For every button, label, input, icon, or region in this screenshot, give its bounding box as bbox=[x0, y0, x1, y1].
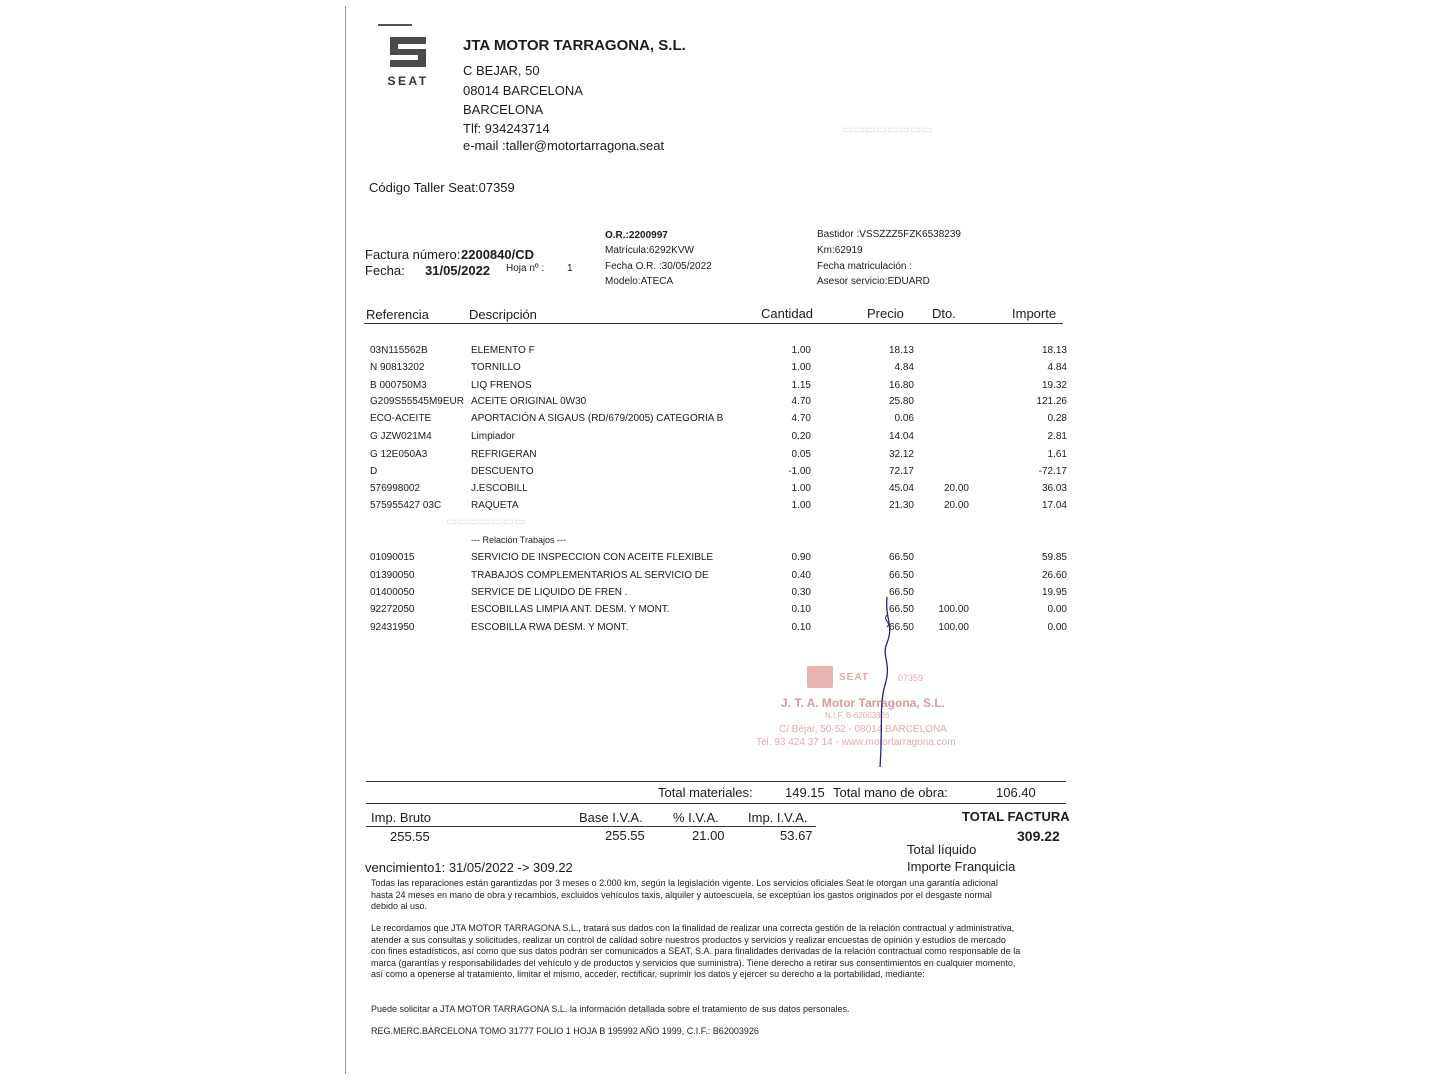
line-ref: 01400050 bbox=[370, 587, 415, 598]
vat-amount-value: 53.67 bbox=[780, 828, 813, 843]
totals-top-rule bbox=[366, 781, 1066, 782]
page-edge bbox=[345, 6, 346, 1074]
vat-amount-label: Imp. I.V.A. bbox=[748, 810, 808, 825]
line-desc: ELEMENTO F bbox=[471, 345, 535, 356]
line-price: 4.84 bbox=[894, 362, 914, 373]
line-qty: 1.15 bbox=[791, 380, 811, 391]
line-qty: 1.00 bbox=[791, 345, 811, 356]
workshop-code: Código Taller Seat:07359 bbox=[369, 180, 515, 195]
line-qty: 1.00 bbox=[791, 500, 811, 511]
line-qty: 0.10 bbox=[791, 604, 811, 615]
col-header-ref: Referencia bbox=[366, 307, 429, 322]
line-ref: 01390050 bbox=[370, 570, 415, 581]
total-materials-label: Total materiales: bbox=[658, 785, 753, 800]
line-ref: 576998002 bbox=[370, 483, 421, 494]
stamp-name: J. T. A. Motor Tarragona, S.L. bbox=[781, 696, 946, 710]
line-qty: 4.70 bbox=[791, 413, 811, 424]
warranty-text: Todas las reparaciones están garantizdas por 3 meses o 2.000 km, según la legislación vigente. Los servicios oficiales Seat le otorgan una garantía adicional hasta 24 meses en mano de obra y recambios, excluidos vehículos taxis, alquiler y autoescuela, se exceptúan los gastos originados por el desgaste normal debido al uso. bbox=[371, 878, 998, 911]
line-desc: SERVICE DE LIQUIDO DE FREN . bbox=[471, 587, 628, 598]
col-header-amount: Importe bbox=[1012, 306, 1057, 321]
or-number: O.R.:2200997 bbox=[605, 230, 668, 241]
line-desc: ESCOBILLA RWA DESM. Y MONT. bbox=[471, 622, 629, 633]
mileage: Km:62919 bbox=[817, 245, 863, 256]
line-ref: D bbox=[370, 466, 378, 477]
vat-pct-label: % I.V.A. bbox=[673, 810, 719, 825]
line-ref: G 12E050A3 bbox=[370, 449, 428, 460]
totals-mid-rule bbox=[366, 803, 1066, 804]
invoice-date: 31/05/2022 bbox=[425, 263, 491, 278]
line-desc: TRABAJOS COMPLEMENTARIOS AL SERVICIO DE bbox=[471, 570, 709, 581]
line-ref: 03N115562B bbox=[370, 345, 428, 356]
total-labour-value: 106.40 bbox=[996, 785, 1036, 800]
line-price: 18.13 bbox=[888, 345, 914, 356]
net-total-label: Total líquido bbox=[907, 842, 977, 857]
line-price: 14.04 bbox=[888, 431, 914, 442]
privacy-text: Le recordamos que JTA MOTOR TARRAGONA S.L., tratará sus dados con la finalidad de realizar una correcta gestión de la relación contractual y administrativa, atender a sus consultas y solicitudes, realizar un control de calidad sobre nuestros productos y servicios y realizar encuestas de opinión y estudios de mercado con fines estadísticos, así como que sus datos podrán ser comunicados a SEAT, S.A. para finalidades derivadas de la relación contractual como responsable de la marca (garantías y responsabilidades del vehículo y de productos y servicios que suministra). Tiene derecho a retirar sus consentimientos en cualquier momento, así como a openerse al tratamiento, limitar el mismo, acceder, rectificar, suprimir los datos y ejercer su derecho a la portabilidad, mediante: bbox=[371, 923, 1021, 979]
stamp-contact: Tel. 93 424 37 14 - www.motortarragona.com bbox=[756, 737, 956, 748]
col-header-dto: Dto. bbox=[932, 306, 956, 321]
line-price: 25.80 bbox=[888, 396, 914, 407]
service-advisor: Asesor servicio:EDUARD bbox=[817, 276, 930, 287]
line-amount: 0.28 bbox=[1047, 413, 1067, 424]
line-ref: N 90813202 bbox=[370, 362, 425, 373]
or-date: Fecha O.R. :30/05/2022 bbox=[605, 261, 712, 272]
col-header-price: Precio bbox=[867, 306, 904, 321]
line-price: 72.17 bbox=[888, 466, 914, 477]
line-price: 66.50 bbox=[888, 570, 914, 581]
line-dto: 20.00 bbox=[943, 483, 969, 494]
due-date: vencimiento1: 31/05/2022 -> 309.22 bbox=[365, 860, 573, 875]
line-ref: 575955427 03C bbox=[370, 500, 442, 511]
line-price: 45.04 bbox=[888, 483, 914, 494]
line-desc: Limpiador bbox=[471, 431, 515, 442]
line-qty: 0.20 bbox=[791, 431, 811, 442]
line-desc: REFRIGERAN bbox=[471, 449, 537, 460]
line-qty: 0.90 bbox=[791, 552, 811, 563]
total-invoice-value: 309.22 bbox=[1017, 828, 1060, 844]
gross-value: 255.55 bbox=[390, 829, 430, 844]
line-amount: 17.04 bbox=[1041, 500, 1067, 511]
line-amount: 19.32 bbox=[1041, 380, 1067, 391]
invoice-number-label: Factura número: bbox=[365, 247, 461, 262]
vat-base-value: 255.55 bbox=[605, 828, 645, 843]
address-street: C BEJAR, 50 bbox=[463, 63, 540, 78]
line-desc: SERVICIO DE INSPECCION CON ACEITE FLEXIBLE bbox=[471, 552, 714, 563]
line-amount: 0.00 bbox=[1047, 604, 1067, 615]
plate-number: Matrícula:6292KVW bbox=[605, 245, 694, 256]
header-rule bbox=[364, 323, 1063, 324]
logo-bar bbox=[378, 24, 412, 26]
line-desc: RAQUETA bbox=[471, 500, 519, 511]
address-postal: 08014 BARCELONA bbox=[463, 83, 583, 98]
logo-brand: SEAT bbox=[387, 74, 429, 88]
line-ref: ECO-ACEITE bbox=[370, 413, 432, 424]
email: e-mail :taller@motortarragona.seat bbox=[463, 138, 665, 153]
invoice-number: 2200840/CD bbox=[461, 247, 534, 262]
total-materials-value: 149.15 bbox=[785, 785, 825, 800]
line-amount: 19.95 bbox=[1041, 587, 1067, 598]
company-name: JTA MOTOR TARRAGONA, S.L. bbox=[463, 37, 686, 54]
total-labour-label: Total mano de obra: bbox=[833, 785, 948, 800]
line-ref: G209S55545M9EUR bbox=[370, 396, 464, 407]
line-amount: 0.00 bbox=[1047, 622, 1067, 633]
line-price: 66.50 bbox=[888, 587, 914, 598]
line-amount: 1.61 bbox=[1047, 449, 1067, 460]
line-desc: APORTACIÓN A SIGAUS (RD/679/2005) CATEGORIA B bbox=[471, 413, 724, 424]
vat-rule bbox=[366, 826, 816, 827]
line-price: 0.06 bbox=[894, 413, 914, 424]
line-desc: J.ESCOBILL bbox=[471, 483, 528, 494]
phone: Tlf: 934243714 bbox=[463, 121, 550, 136]
line-price: 66.50 bbox=[888, 604, 914, 615]
line-qty: 1.00 bbox=[791, 483, 811, 494]
line-qty: 1.00 bbox=[791, 362, 811, 373]
line-desc: LIQ FRENOS bbox=[471, 380, 532, 391]
line-price: 21.30 bbox=[888, 500, 914, 511]
line-ref: 92431950 bbox=[370, 622, 415, 633]
line-desc: ESCOBILLAS LIMPIA ANT. DESM. Y MONT. bbox=[471, 604, 670, 615]
stamp-brand: SEAT bbox=[839, 672, 869, 683]
stamp-logo-icon bbox=[807, 666, 833, 688]
vat-base-label: Base I.V.A. bbox=[579, 810, 643, 825]
registry-text: REG.MERC.BARCELONA TOMO 31777 FOLIO 1 HOJA B 195992 AÑO 1999, C.I.F.: B62003926 bbox=[371, 1026, 759, 1036]
vehicle-model: Modelo:ATECA bbox=[605, 276, 674, 287]
vin: Bastidor :VSSZZZ5FZK6538239 bbox=[817, 229, 961, 240]
line-ref: 92272050 bbox=[370, 604, 415, 615]
line-amount: 2.81 bbox=[1047, 431, 1067, 442]
line-ref: G JZW021M4 bbox=[370, 431, 432, 442]
line-qty: 4.70 bbox=[791, 396, 811, 407]
line-amount: 18.13 bbox=[1041, 345, 1067, 356]
sheet-label: Hoja nº : bbox=[506, 263, 545, 274]
vat-pct-value: 21.00 bbox=[692, 828, 725, 843]
line-price: 66.50 bbox=[888, 622, 914, 633]
invoice-date-label: Fecha: bbox=[365, 263, 405, 278]
line-qty: 0.10 bbox=[791, 622, 811, 633]
line-qty: 0.40 bbox=[791, 570, 811, 581]
registration-date: Fecha matriculación : bbox=[817, 261, 913, 272]
col-header-desc: Descripción bbox=[469, 307, 537, 322]
line-qty: 0.30 bbox=[791, 587, 811, 598]
bleed-through-mark: ▭▭▭▭▭▭▭▭ bbox=[842, 122, 933, 136]
line-price: 66.50 bbox=[888, 552, 914, 563]
line-qty: -1.00 bbox=[788, 466, 811, 477]
data-request-text: Puede solicitar a JTA MOTOR TARRAGONA S.L. la información detallada sobre el tratamiento de sus datos personales. bbox=[371, 1004, 850, 1014]
line-desc: ACEITE ORIGINAL 0W30 bbox=[471, 396, 587, 407]
line-desc: TORNILLO bbox=[471, 362, 521, 373]
line-dto: 20.00 bbox=[943, 500, 969, 511]
line-amount: 121.26 bbox=[1036, 396, 1067, 407]
line-dto: 100.00 bbox=[938, 622, 969, 633]
line-price: 32.12 bbox=[888, 449, 914, 460]
signature-icon bbox=[870, 595, 900, 770]
line-amount: 59.85 bbox=[1041, 552, 1067, 563]
bleed-through-mark: ▭▭▭▭▭▭▭ bbox=[446, 514, 526, 528]
seat-logo-icon bbox=[372, 33, 444, 93]
line-qty: 0.05 bbox=[791, 449, 811, 460]
line-desc: DESCUENTO bbox=[471, 466, 534, 477]
sheet-number: 1 bbox=[567, 263, 573, 274]
stamp-address: C/ Béjar, 50-52 - 08014 BARCELONA bbox=[779, 724, 947, 735]
stamp-nif: N.I.F. B-62003926 bbox=[825, 711, 890, 720]
stamp-code: 07359 bbox=[898, 673, 924, 683]
franchise-label: Importe Franquicia bbox=[907, 859, 1016, 874]
gross-label: Imp. Bruto bbox=[371, 810, 431, 825]
line-amount: 26.60 bbox=[1041, 570, 1067, 581]
line-amount: -72.17 bbox=[1038, 466, 1067, 477]
section-label-labour: --- Relación Trabajos --- bbox=[471, 535, 567, 545]
line-price: 16.80 bbox=[888, 380, 914, 391]
address-city: BARCELONA bbox=[463, 102, 544, 117]
line-ref: B 000750M3 bbox=[370, 380, 427, 391]
line-ref: 01090015 bbox=[370, 552, 415, 563]
line-amount: 4.84 bbox=[1047, 362, 1067, 373]
col-header-qty: Cantidad bbox=[761, 306, 814, 321]
total-invoice-label: TOTAL FACTURA bbox=[962, 809, 1070, 824]
line-dto: 100.00 bbox=[938, 604, 969, 615]
line-amount: 36.03 bbox=[1041, 483, 1067, 494]
